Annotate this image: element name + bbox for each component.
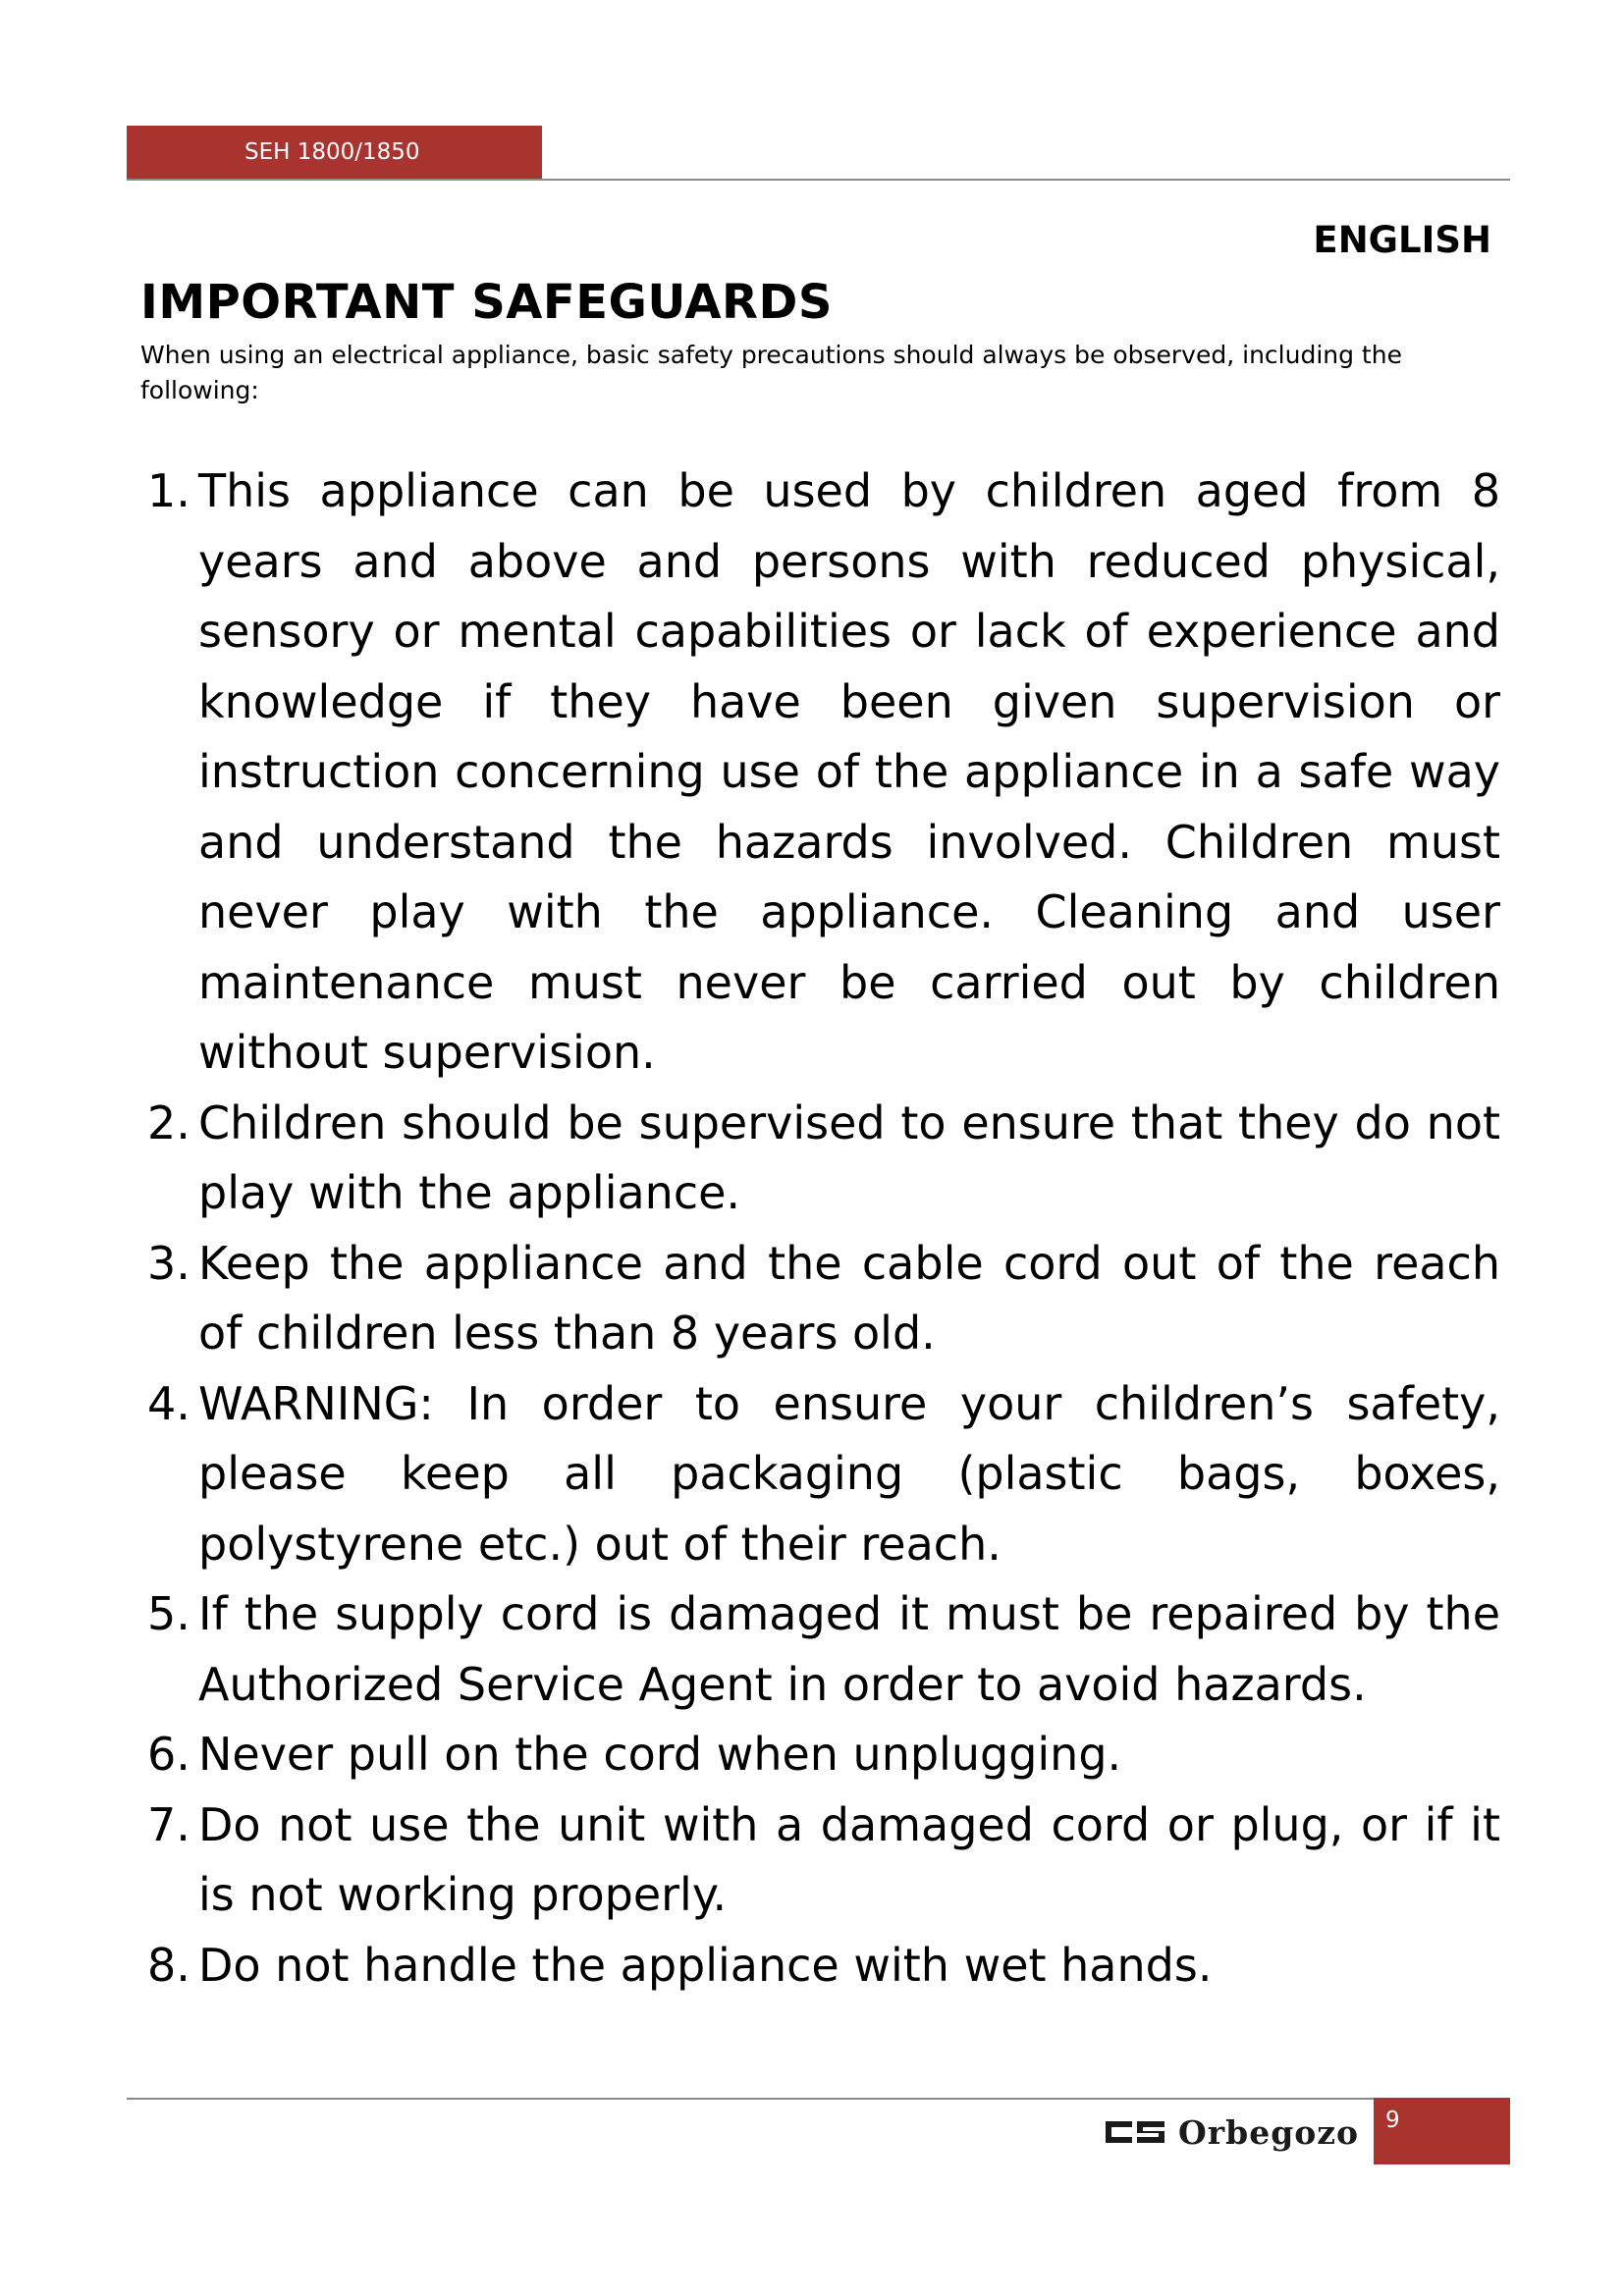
- safeguard-text: Never pull on the cord when unplugging.: [198, 1728, 1122, 1781]
- safeguard-number: 4.: [147, 1376, 190, 1430]
- safeguard-text: Keep the appliance and the cable cord out of the reach of children less than 8 years old.: [198, 1236, 1500, 1360]
- safeguard-number: 1.: [147, 464, 190, 517]
- safeguard-text: Children should be supervised to ensure that they do not play with the appliance.: [198, 1095, 1500, 1219]
- safeguard-item: [147, 1931, 1500, 2002]
- page-number: 9: [1385, 2108, 1400, 2133]
- page-title: IMPORTANT SAFEGUARDS: [140, 275, 833, 330]
- safeguard-item: [147, 1369, 1500, 1580]
- orbegozo-logo-icon: [1106, 2117, 1166, 2147]
- safeguard-number: 2.: [147, 1095, 190, 1149]
- intro-text: When using an electrical appliance, basic safety precautions should always be observed, including the following:: [140, 341, 1402, 404]
- safeguard-number: 8.: [147, 1938, 190, 1992]
- model-label: SEH 1800/1850: [244, 139, 420, 165]
- safeguard-text: This appliance can be used by children aged from 8 years and above and persons with reduced physical, sensory or mental capabilities or lack of experience and knowledge if they have been given supervision or instruction concerning use of the appliance in a safe way and understand the hazards involved. Children must never play with the appliance. Cleaning and user maintenance must never be carried out by children without supervision.: [198, 464, 1500, 1079]
- safeguard-number: 6.: [147, 1728, 190, 1781]
- safeguard-number: 5.: [147, 1587, 190, 1640]
- header-model-tab: [127, 126, 542, 179]
- safeguard-item: [147, 1229, 1500, 1369]
- safeguard-text: If the supply cord is damaged it must be repaired by the Authorized Service Agent in order to avoid hazards.: [198, 1587, 1500, 1711]
- safeguards-list: [147, 456, 1500, 2001]
- brand-name: Orbegozo: [1178, 2112, 1360, 2152]
- brand-logo: [1106, 2110, 1359, 2154]
- safeguard-item: [147, 456, 1500, 1089]
- safeguard-text: Do not handle the appliance with wet hands.: [198, 1938, 1213, 1992]
- safeguard-number: 7.: [147, 1797, 190, 1851]
- safeguard-item: [147, 1720, 1500, 1790]
- safeguard-item: [147, 1089, 1500, 1229]
- safeguard-text: Do not use the unit with a damaged cord or plug, or if it is not working properly.: [198, 1797, 1500, 1921]
- page-number-box: [1374, 2098, 1510, 2164]
- language-label: ENGLISH: [1313, 219, 1491, 261]
- safeguard-item: [147, 1790, 1500, 1931]
- safeguard-item: [147, 1579, 1500, 1720]
- safeguard-number: 3.: [147, 1236, 190, 1290]
- footer-divider: [127, 2098, 1374, 2100]
- header-divider: [127, 179, 1510, 181]
- safeguard-text: WARNING: In order to ensure your children’s safety, please keep all packaging (plastic bags, boxes, polystyrene etc.) out of their reach.: [198, 1376, 1500, 1571]
